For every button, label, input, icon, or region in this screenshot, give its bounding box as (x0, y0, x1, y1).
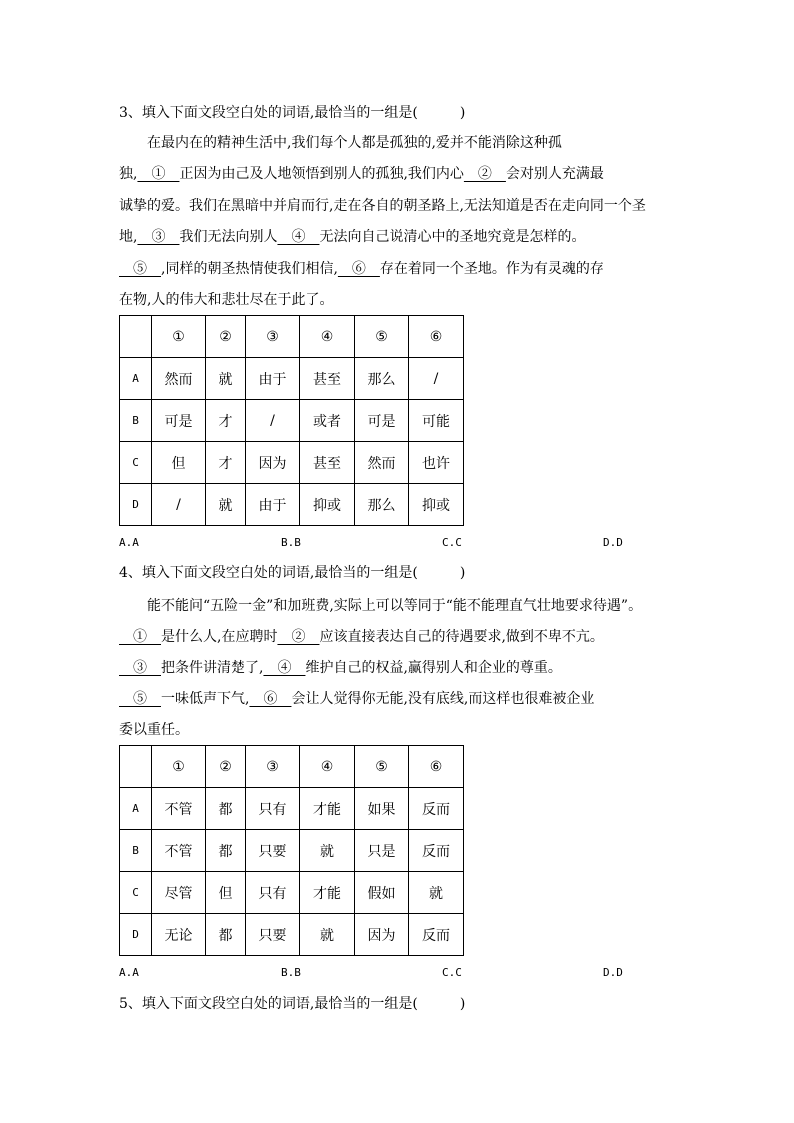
q4-answer-a[interactable]: A.A (119, 966, 139, 979)
question-3-title: 3、填入下面文段空白处的词语,最恰当的一组是( ) (119, 105, 466, 121)
blank-5[interactable]: ⑤ (119, 261, 161, 277)
table-row: C 尽管 但 只有 才能 假如 就 (120, 872, 464, 914)
q3-line-6: 在物,人的伟大和悲壮尽在于此了。 (119, 292, 334, 308)
question-5-title: 5、填入下面文段空白处的词语,最恰当的一组是( ) (119, 996, 466, 1012)
blank-1[interactable]: ① (119, 629, 161, 645)
question-4-title: 4、填入下面文段空白处的词语,最恰当的一组是( ) (119, 565, 466, 581)
blank-5[interactable]: ⑤ (119, 691, 161, 707)
table-row: C 但 才 因为 甚至 然而 也许 (120, 442, 464, 484)
q3-line-5: ⑤ ,同样的朝圣热情使我们相信, ⑥ 存在着同一个圣地。作为有灵魂的存 (119, 261, 604, 277)
q4-line-4: ⑤ 一味低声下气, ⑥ 会让人觉得你无能,没有底线,而这样也很难被企业 (119, 691, 595, 707)
blank-4[interactable]: ④ (263, 660, 306, 676)
blank-1[interactable]: ① (137, 166, 180, 182)
q3-line-2: 独, ① 正因为由己及人地领悟到别人的孤独,我们内心 ② 会对别人充满最 (119, 166, 604, 182)
q4-answer-d[interactable]: D.D (603, 966, 623, 979)
q3-answer-d[interactable]: D.D (603, 536, 623, 549)
table-header-row: ① ② ③ ④ ⑤ ⑥ (120, 316, 464, 358)
blank-6[interactable]: ⑥ (337, 261, 380, 277)
blank-3[interactable]: ③ (119, 660, 161, 676)
table-row: B 不管 都 只要 就 只是 反而 (120, 830, 464, 872)
table-header-row: ① ② ③ ④ ⑤ ⑥ (120, 746, 464, 788)
q4-line-1: 能不能问“五险一金”和加班费,实际上可以等同于“能不能理直气壮地要求待遇”。 (147, 598, 643, 614)
q3-answer-a[interactable]: A.A (119, 536, 139, 549)
q3-answer-b[interactable]: B.B (281, 536, 301, 549)
blank-2[interactable]: ② (277, 629, 320, 645)
q3-answer-c[interactable]: C.C (442, 536, 462, 549)
table-row: B 可是 才 / 或者 可是 可能 (120, 400, 464, 442)
table-row: D / 就 由于 抑或 那么 抑或 (120, 484, 464, 526)
q4-line-3: ③ 把条件讲清楚了, ④ 维护自己的权益,赢得别人和企业的尊重。 (119, 660, 562, 676)
q3-options-table (119, 315, 464, 526)
q4-answer-c[interactable]: C.C (442, 966, 462, 979)
blank-4[interactable]: ④ (277, 229, 320, 245)
q3-line-3: 诚挚的爱。我们在黑暗中并肩而行,走在各自的朝圣路上,无法知道是否在走向同一个圣 (119, 198, 646, 214)
q3-line-1: 在最内在的精神生活中,我们每个人都是孤独的,爱并不能消除这种孤 (147, 135, 562, 151)
q3-line-4: 地, ③ 我们无法向别人 ④ 无法向自己说清心中的圣地究竟是怎样的。 (119, 229, 586, 245)
blank-2[interactable]: ② (463, 166, 506, 182)
q4-line-2: ① 是什么人,在应聘时 ② 应该直接表达自己的待遇要求,做到不卑不亢。 (119, 629, 604, 645)
q4-answer-b[interactable]: B.B (281, 966, 301, 979)
blank-6[interactable]: ⑥ (249, 691, 292, 707)
blank-3[interactable]: ③ (137, 229, 180, 245)
q4-line-5: 委以重任。 (119, 722, 189, 738)
table-row: A 不管 都 只有 才能 如果 反而 (120, 788, 464, 830)
table-row: A 然而 就 由于 甚至 那么 / (120, 358, 464, 400)
table-row: D 无论 都 只要 就 因为 反而 (120, 914, 464, 956)
q4-options-table (119, 745, 464, 956)
